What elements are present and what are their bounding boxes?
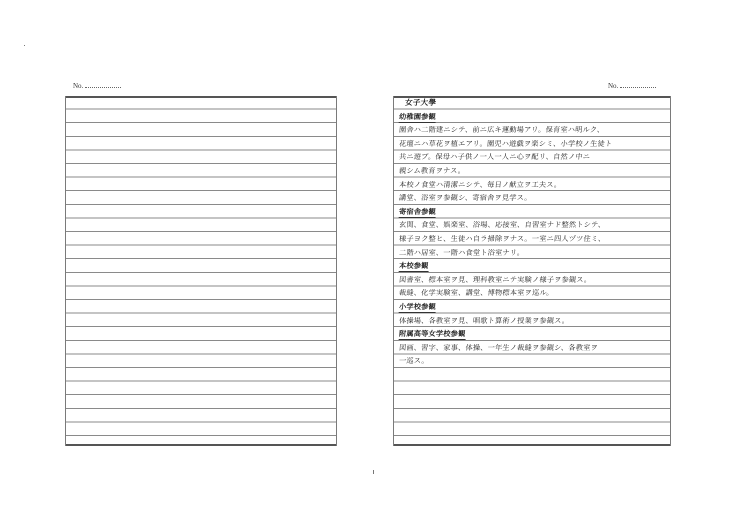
- text-line: [399, 164, 668, 178]
- text-line-content: 小学校参観: [398, 301, 437, 311]
- text-line-content: 図書室、標本室ヲ見、理科教室ニテ実験ノ様子ヲ参観ス。: [398, 274, 592, 284]
- text-line-content: 幼稚園参観: [398, 111, 437, 121]
- text-line: [399, 137, 668, 151]
- page-title: [399, 96, 668, 110]
- text-line: [399, 341, 668, 355]
- section-heading: [399, 300, 668, 314]
- text-line-content: 園舎ハ二階建ニシテ、前ニ広キ運動場アリ。保育室ハ明ルク、: [398, 125, 605, 135]
- text-line: [399, 232, 668, 246]
- text-line-content: 様子ヨク整ヒ、生徒ハ自ラ掃除ヲナス。一室ニ四人ヅツ住ミ、: [398, 233, 606, 243]
- text-line: [399, 246, 668, 260]
- text-line-content: 親シム教育ヲナス。: [398, 165, 466, 175]
- text-line-content: 本校ノ食堂ハ清潔ニシテ、毎日ノ献立ヲ工夫ス。: [398, 179, 562, 189]
- text-line-content: 裁縫、化学実験室、講堂、博物標本室ヲ巡ル。: [398, 288, 554, 298]
- text-line: [399, 314, 668, 328]
- text-line: [399, 286, 668, 300]
- text-line-content: 本校参観: [398, 261, 429, 271]
- text-line-content: 共ニ遊ブ。保母ハ子供ノ一人一人ニ心ヲ配リ、自然ノ中ニ: [398, 152, 591, 162]
- left-page-number-label: No.: [73, 82, 121, 90]
- section-heading: [399, 205, 668, 219]
- text-line: [399, 354, 668, 368]
- left-page-ruled-area: [65, 96, 337, 446]
- text-line-content: 寄宿舎参観: [398, 206, 437, 216]
- text-line: [399, 123, 668, 137]
- right-page-number-label: No.: [608, 82, 656, 90]
- text-line: [399, 273, 668, 287]
- left-notebook-page: [65, 82, 337, 446]
- text-line-content: 女子大學: [404, 98, 437, 107]
- text-line-content: 二階ハ居室、一階ハ食堂ト浴室ナリ。: [398, 247, 525, 257]
- text-line-content: 花壇ニハ草花ヲ植エアリ。園児ハ遊戯ヲ楽シミ、小学校ノ生徒ト: [398, 138, 613, 148]
- paper-speck: [373, 470, 374, 474]
- text-line: [399, 150, 668, 164]
- right-notebook-page: [393, 82, 671, 446]
- handwritten-text-block: [399, 96, 667, 368]
- section-heading: [399, 259, 668, 273]
- section-heading: [399, 110, 668, 124]
- text-line-content: 玄関、食堂、娯楽室、浴場、応接室、自習室ナド整然トシテ、: [398, 220, 606, 230]
- text-line-content: 講堂、浴室ヲ参観シ、寄宿舎ヲ見学ス。: [398, 193, 532, 203]
- text-line-content: 図画、習字、家事、体操、一年生ノ裁縫ヲ参観シ、各教室ヲ: [398, 342, 599, 352]
- text-line: [399, 178, 668, 192]
- text-line: [399, 191, 668, 205]
- text-line-content: 体操場、各教室ヲ見、唱歌ト算術ノ授業ヲ参観ス。: [398, 315, 570, 325]
- text-line: [399, 218, 668, 232]
- text-line-content: 一巡ス。: [398, 356, 430, 366]
- paper-speck: [24, 45, 25, 46]
- section-heading: [399, 327, 668, 341]
- text-line-content: 附属高等女学校参観: [398, 329, 466, 339]
